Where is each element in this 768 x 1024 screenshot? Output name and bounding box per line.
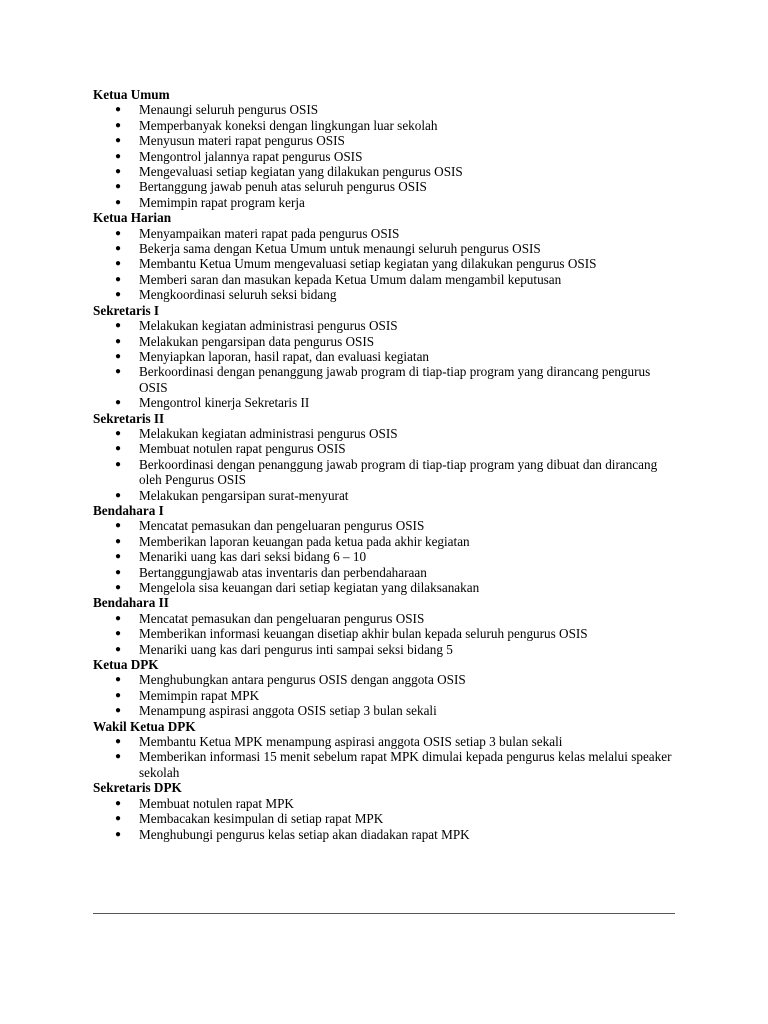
list-item-text: Menghubungi pengurus kelas setiap akan diadakan rapat MPK	[139, 826, 470, 842]
bullet-icon: ●	[115, 320, 122, 332]
list-item	[93, 334, 673, 349]
duty-list	[93, 518, 673, 595]
bullet-icon: ●	[115, 612, 122, 624]
section-heading: Ketua DPK	[93, 657, 159, 673]
list-item	[93, 488, 673, 503]
list-item-text: Melakukan kegiatan administrasi pengurus OSIS	[139, 318, 398, 334]
list-item	[93, 118, 673, 133]
list-item-text: Menyampaikan materi rapat pada pengurus OSIS	[139, 225, 400, 241]
section-heading: Sekretaris DPK	[93, 780, 182, 796]
bullet-icon: ●	[115, 273, 122, 285]
list-item-text: Mengelola sisa keuangan dari setiap kegiatan yang dilaksanakan	[139, 580, 480, 595]
list-item	[93, 287, 673, 302]
list-item	[93, 534, 673, 549]
bullet-icon: ●	[115, 582, 122, 593]
list-item-text: Melakukan pengarsipan surat-menyurat	[139, 487, 349, 503]
footer-divider	[93, 913, 675, 914]
list-item-text: Mencatat pemasukan dan pengeluaran pengurus OSIS	[139, 610, 425, 626]
list-item	[93, 518, 673, 533]
bullet-icon: ●	[115, 135, 122, 147]
list-item-text: Mencatat pemasukan dan pengeluaran pengurus OSIS	[139, 518, 425, 534]
list-item-text: Memberikan informasi 15 menit sebelum rapat MPK dimulai kepada pengurus kelas melalui speaker sekolah	[139, 749, 672, 780]
list-item-text: Menariki uang kas dari seksi bidang 6 – 10	[139, 549, 367, 565]
list-item	[93, 688, 673, 703]
section-heading: Wakil Ketua DPK	[93, 718, 196, 734]
list-item-text: Membuat notulen rapat MPK	[139, 795, 294, 811]
section-heading: Sekretaris I	[93, 302, 160, 318]
bullet-icon: ●	[115, 227, 122, 239]
list-item-text: Menariki uang kas dari pengurus inti sampai seksi bidang 5	[139, 641, 453, 657]
bullet-icon: ●	[115, 443, 122, 455]
list-item-text: Mengkoordinasi seluruh seksi bidang	[139, 287, 337, 303]
duty-list	[93, 102, 673, 210]
list-item-text: Bekerja sama dengan Ketua Umum untuk menaungi seluruh pengurus OSIS	[139, 241, 541, 257]
list-item	[93, 318, 673, 333]
list-item-text: Mengontrol kinerja Sekretaris II	[139, 395, 310, 411]
bullet-icon: ●	[115, 458, 122, 470]
duty-list	[93, 672, 673, 718]
bullet-icon: ●	[115, 258, 122, 270]
list-item-text: Menghubungkan antara pengurus OSIS dengan anggota OSIS	[139, 672, 466, 688]
list-item-text: Berkoordinasi dengan penanggung jawab program di tiap-tiap program yang dirancang pengurus OSIS	[139, 364, 651, 395]
list-item-text: Menampung aspirasi anggota OSIS setiap 3 bulan sekali	[139, 703, 437, 719]
list-item-text: Mengontrol jalannya rapat pengurus OSIS	[139, 148, 363, 164]
list-item-text: Membuat notulen rapat pengurus OSIS	[139, 441, 346, 457]
bullet-icon: ●	[115, 119, 122, 131]
list-item	[93, 457, 673, 488]
list-item	[93, 256, 673, 271]
list-item	[93, 703, 673, 718]
duty-list	[93, 611, 673, 657]
section-heading: Bendahara I	[93, 502, 164, 518]
list-item-text: Mengevaluasi setiap kegiatan yang dilakukan pengurus OSIS	[139, 164, 463, 180]
bullet-icon: ●	[115, 751, 122, 763]
section-heading: Sekretaris II	[93, 410, 165, 426]
bullet-icon: ●	[115, 350, 122, 362]
list-item-text: Memberikan laporan keuangan pada ketua pada akhir kegiatan	[139, 533, 470, 549]
bullet-icon: ●	[115, 628, 122, 640]
bullet-icon: ●	[115, 366, 122, 378]
list-item	[93, 626, 673, 641]
list-item	[93, 827, 673, 842]
bullet-icon: ●	[115, 643, 122, 655]
list-item	[93, 796, 673, 811]
bullet-icon: ●	[115, 813, 122, 825]
list-item	[93, 195, 673, 210]
list-item	[93, 580, 673, 595]
list-item-text: Menaungi seluruh pengurus OSIS	[139, 102, 319, 118]
bullet-icon: ●	[115, 427, 122, 439]
section-heading: Ketua Harian	[93, 210, 172, 226]
list-item-text: Memberi saran dan masukan kepada Ketua Umum dalam mengambil keputusan	[139, 271, 562, 287]
list-item-text: Bertanggungjawab atas inventaris dan perbendaharaan	[139, 564, 427, 580]
document-body	[93, 87, 673, 842]
bullet-icon: ●	[115, 181, 122, 193]
section-heading: Bendahara II	[93, 595, 169, 611]
list-item	[93, 734, 673, 749]
list-item	[93, 426, 673, 441]
list-item	[93, 272, 673, 287]
list-item	[93, 749, 673, 780]
list-item	[93, 226, 673, 241]
list-item	[93, 672, 673, 687]
list-item-text: Berkoordinasi dengan penanggung jawab program di tiap-tiap program yang dibuat dan dirancang oleh Pengurus OSIS	[139, 456, 658, 488]
list-item	[93, 241, 673, 256]
bullet-icon: ●	[115, 397, 122, 409]
list-item	[93, 642, 673, 657]
list-item	[93, 164, 673, 179]
bullet-icon: ●	[115, 689, 122, 701]
list-item-text: Melakukan pengarsipan data pengurus OSIS	[139, 333, 375, 349]
bullet-icon: ●	[115, 150, 122, 162]
list-item-text: Membacakan kesimpulan di setiap rapat MPK	[139, 811, 384, 827]
list-item-text: Memberikan informasi keuangan disetiap akhir bulan kepada seluruh pengurus OSIS	[139, 626, 588, 642]
bullet-icon: ●	[115, 736, 122, 748]
bullet-icon: ●	[115, 243, 122, 255]
duty-list	[93, 796, 673, 842]
list-item	[93, 549, 673, 564]
duty-list	[93, 226, 673, 303]
bullet-icon: ●	[115, 520, 122, 532]
bullet-icon: ●	[115, 674, 122, 686]
bullet-icon: ●	[115, 535, 122, 547]
list-item	[93, 611, 673, 626]
bullet-icon: ●	[115, 166, 122, 178]
bullet-icon: ●	[115, 797, 122, 809]
duty-list	[93, 318, 673, 410]
list-item	[93, 349, 673, 364]
list-item	[93, 364, 673, 395]
list-item-text: Menyusun materi rapat pengurus OSIS	[139, 133, 345, 149]
bullet-icon: ●	[115, 335, 122, 347]
list-item-text: Membantu Ketua Umum mengevaluasi setiap kegiatan yang dilakukan pengurus OSIS	[139, 256, 597, 272]
list-item-text: Memperbanyak koneksi dengan lingkungan luar sekolah	[139, 117, 438, 133]
bullet-icon: ●	[115, 104, 122, 116]
bullet-icon: ●	[115, 289, 122, 301]
list-item	[93, 149, 673, 164]
bullet-icon: ●	[115, 705, 122, 717]
list-item-text: Menyiapkan laporan, hasil rapat, dan evaluasi kegiatan	[139, 348, 430, 364]
duty-list	[93, 734, 673, 780]
duty-list	[93, 426, 673, 503]
bullet-icon: ●	[115, 489, 122, 501]
bullet-icon: ●	[115, 551, 122, 563]
list-item-text: Memimpin rapat program kerja	[139, 194, 305, 210]
list-item	[93, 102, 673, 117]
list-item	[93, 133, 673, 148]
list-item-text: Membantu Ketua MPK menampung aspirasi anggota OSIS setiap 3 bulan sekali	[139, 734, 563, 750]
bullet-icon: ●	[115, 196, 122, 208]
list-item	[93, 565, 673, 580]
bullet-icon: ●	[115, 566, 122, 578]
list-item	[93, 441, 673, 456]
list-item	[93, 179, 673, 194]
section-heading: Ketua Umum	[93, 87, 170, 102]
list-item-text: Melakukan kegiatan administrasi pengurus OSIS	[139, 425, 398, 441]
bullet-icon: ●	[115, 828, 122, 840]
list-item	[93, 811, 673, 826]
list-item-text: Memimpin rapat MPK	[139, 687, 260, 703]
list-item-text: Bertanggung jawab penuh atas seluruh pengurus OSIS	[139, 179, 427, 195]
list-item	[93, 395, 673, 410]
